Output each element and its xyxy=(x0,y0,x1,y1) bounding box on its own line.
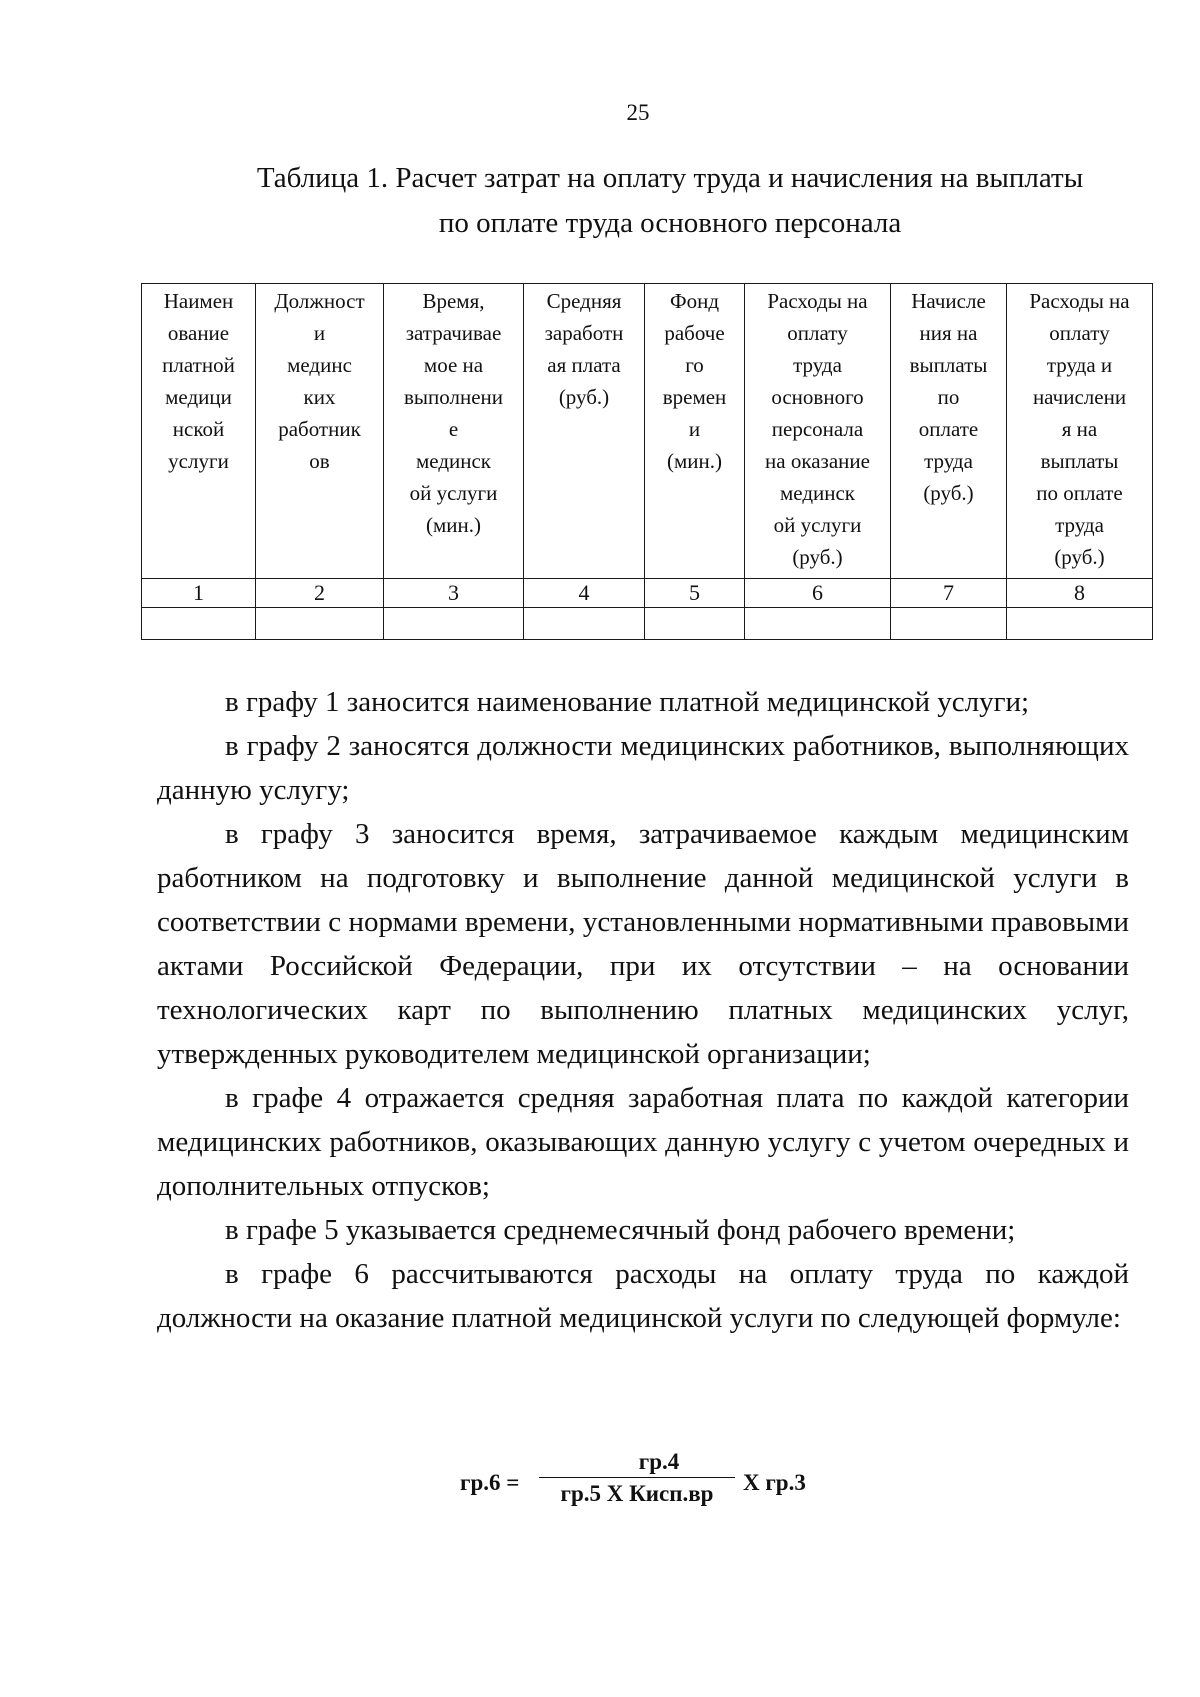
header-label: Время, затрачивае мое на выполнени е мединск ой услуги (мин.) xyxy=(403,289,503,537)
header-label: Наимен ование платной медици нской услуги xyxy=(162,289,235,473)
column-number: 2 xyxy=(256,579,384,608)
empty-cell xyxy=(256,608,384,640)
header-cell xyxy=(745,284,891,579)
table-title: Таблица 1. Расчет затрат на оплату труда и начисления на выплаты по оплате труда основного персонала xyxy=(256,162,1084,239)
table-header-row xyxy=(142,284,1153,579)
empty-cell xyxy=(891,608,1007,640)
paragraph-column-3: в графу 3 заносится время, затрачиваемое каждым медицинским работником на подготовку и выполнение данной медицинской услуги в соответствии с нормами времени, установленными нормативными правовыми актами Российской Федерации, при их отсутствии – на основании технологических карт по выполнению платных медицинских услуг, утвержденных руководителем медицинской организации; xyxy=(157,818,1129,1070)
header-label: Начисле ния на выплаты по оплате труда (руб.) xyxy=(909,289,988,505)
header-label: Расходы на оплату труда основного персонала на оказание мединск ой услуги (руб.) xyxy=(765,289,870,569)
paragraph-column-2: в графу 2 заносятся должности медицинских работников, выполняющих данную услугу; xyxy=(157,730,1129,806)
header-cell xyxy=(384,284,524,579)
empty-cell xyxy=(645,608,745,640)
header-label: Расходы на оплату труда и начислени я на выплаты по оплате труда (руб.) xyxy=(1029,289,1130,569)
formula-rhs: Х гр.3 xyxy=(743,1470,806,1495)
formula-numerator: гр.4 xyxy=(638,1449,680,1474)
header-label: Фонд рабоче го времен и (мин.) xyxy=(662,289,727,473)
empty-cell xyxy=(142,608,256,640)
empty-cell xyxy=(745,608,891,640)
empty-cell xyxy=(1007,608,1153,640)
column-number: 4 xyxy=(524,579,645,608)
header-cell xyxy=(1007,284,1153,579)
formula-fraction xyxy=(539,1448,735,1508)
formula-lhs: гр.6 = xyxy=(460,1470,520,1495)
fraction-bar xyxy=(539,1477,735,1478)
empty-cell xyxy=(524,608,645,640)
cost-table xyxy=(141,283,1153,640)
column-number: 8 xyxy=(1007,579,1153,608)
header-cell xyxy=(142,284,256,579)
paragraph-column-1: в графу 1 заносится наименование платной медицинской услуги; xyxy=(225,686,1030,718)
paragraph-column-5: в графе 5 указывается среднемесячный фонд рабочего времени; xyxy=(225,1214,1016,1246)
paragraph-column-4: в графе 4 отражается средняя заработная плата по каждой категории медицинских работников, оказывающих данную услугу с учетом очередных и дополнительных отпусков; xyxy=(157,1082,1129,1202)
header-cell xyxy=(891,284,1007,579)
header-label: Средняя заработн ая плата (руб.) xyxy=(544,289,624,409)
header-cell xyxy=(256,284,384,579)
column-number: 7 xyxy=(891,579,1007,608)
paragraph-column-6: в графе 6 рассчитываются расходы на оплату труда по каждой должности на оказание платной медицинской услуги по следующей формуле: xyxy=(157,1258,1129,1334)
column-number: 6 xyxy=(745,579,891,608)
header-label: Должност и мединс ких работник ов xyxy=(274,289,365,473)
page-number: 25 xyxy=(626,100,650,125)
body-text xyxy=(157,680,1129,1340)
formula-denominator: гр.5 Х Кисп.вр xyxy=(560,1481,714,1506)
header-cell xyxy=(645,284,745,579)
column-number-row xyxy=(142,579,1153,608)
column-number: 3 xyxy=(384,579,524,608)
column-number: 5 xyxy=(645,579,745,608)
header-cell xyxy=(524,284,645,579)
empty-table-row xyxy=(142,608,1153,640)
column-number: 1 xyxy=(142,579,256,608)
empty-cell xyxy=(384,608,524,640)
